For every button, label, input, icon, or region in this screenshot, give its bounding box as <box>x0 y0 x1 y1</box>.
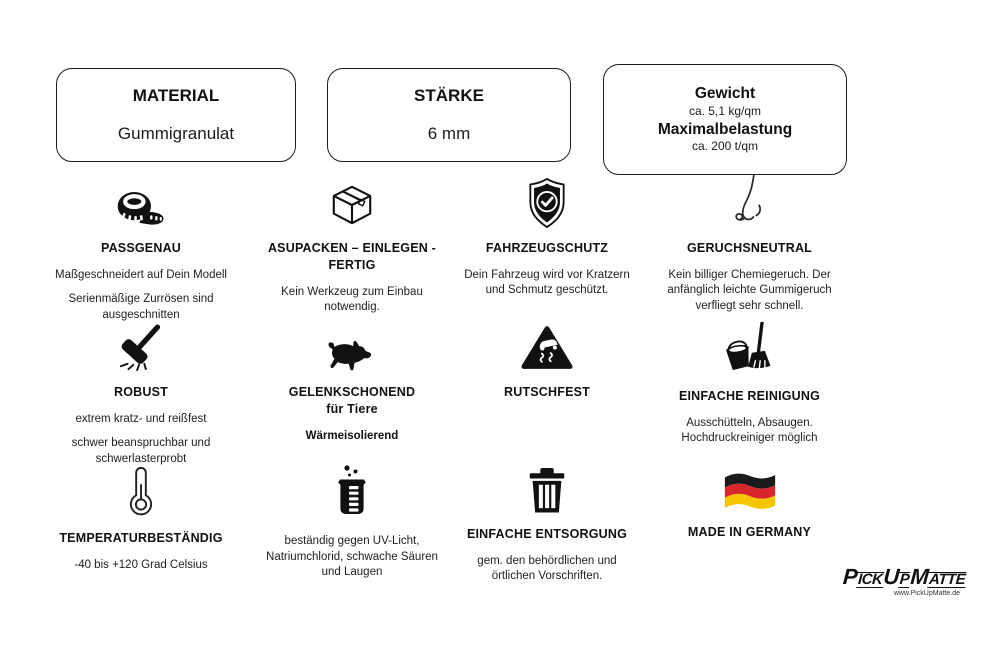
feature-heading: GELENKSCHONEND <box>288 385 416 399</box>
trash-can-icon <box>525 462 569 514</box>
feature-text: -40 bis +120 Grad Celsius <box>74 558 208 571</box>
spec-value: Gummigranulat <box>117 123 235 143</box>
feature-passgenau <box>30 176 252 323</box>
feature-gelenkschonend <box>252 322 452 444</box>
feature-heading: PASSGENAU <box>100 241 182 255</box>
feature-heading: GERUCHSNEUTRAL <box>686 241 813 255</box>
brand-logo <box>843 566 966 597</box>
dog-icon <box>325 322 379 372</box>
feature-made-in-germany <box>642 462 857 541</box>
spec-value: 6 mm <box>427 123 471 143</box>
feature-text: Maßgeschneidert auf Dein Modell <box>55 268 227 281</box>
feature-text: Serienmäßige Zurrösen sind ausgeschnitten <box>68 293 214 321</box>
feature-text: Dein Fahrzeug wird vor Kratzern und Schmutz geschützt. <box>464 268 630 297</box>
brand-website: www.PickUpMatte.de <box>893 590 960 597</box>
feature-text: beständig gegen UV-Licht, Natriumchlorid, schwache Säuren und Laugen <box>266 535 438 579</box>
spec-title: Gewicht <box>694 84 756 102</box>
feature-text: Kein Werkzeug zum Einbau notwendig. <box>281 285 423 314</box>
spec-title: Maximalbelastung <box>657 120 793 138</box>
spec-title: STÄRKE <box>414 86 484 106</box>
bucket-broom-icon <box>723 322 777 376</box>
feature-heading: TEMPERATURBESTÄNDIG <box>59 531 223 545</box>
feature-temperatur <box>30 462 252 573</box>
spec-box-staerke <box>327 68 571 162</box>
brand-logo-text: PICKUPMATTE <box>841 564 966 589</box>
feature-heading: FAHRZEUGSCHUTZ <box>485 241 609 255</box>
feature-heading: MADE IN GERMANY <box>687 525 812 539</box>
feature-text: Wärmeisolierend <box>305 429 399 442</box>
feature-text: gem. den behördlichen und örtlichen Vorschriften. <box>477 554 617 583</box>
feature-rutschfest <box>447 322 647 401</box>
feature-auspacken <box>252 176 452 316</box>
hammer-icon <box>115 322 167 372</box>
feature-heading: EINFACHE REINIGUNG <box>678 389 821 403</box>
spec-subvalue: ca. 5,1 kg/qm <box>688 103 762 118</box>
thermometer-icon <box>124 462 158 518</box>
feature-heading: ASUPACKEN – EINLEGEN - FERTIG <box>267 241 437 272</box>
spec-subvalue: ca. 200 t/qm <box>691 139 759 154</box>
feature-subheading: für Tiere <box>326 401 378 416</box>
feature-robust <box>30 322 252 467</box>
spec-box-material <box>56 68 296 162</box>
spec-title: MATERIAL <box>132 86 220 106</box>
feature-entsorgung <box>447 462 647 585</box>
feature-geruchsneutral <box>642 170 857 314</box>
package-box-icon <box>329 176 375 228</box>
spec-box-gewicht <box>603 64 847 175</box>
shield-check-icon <box>524 176 570 228</box>
feature-heading: RUTSCHFEST <box>503 385 591 399</box>
feature-text: Ausschütteln, Absaugen. Hochdruckreiniger möglich <box>681 416 818 445</box>
feature-reinigung <box>642 322 857 447</box>
nose-icon <box>730 170 770 228</box>
slippery-road-icon <box>521 322 573 372</box>
feature-heading: ROBUST <box>114 385 168 399</box>
feature-text: Kein billiger Chemiegeruch. Der anfänglich leichte Gummigeruch verfliegt sehr schnell. <box>667 268 832 312</box>
feature-fahrzeugschutz <box>447 176 647 299</box>
beaker-icon <box>330 462 374 518</box>
feature-heading: EINFACHE ENTSORGUNG <box>466 527 628 541</box>
feature-chemikalien <box>252 462 452 581</box>
tape-measure-icon <box>116 176 166 228</box>
feature-text: schwer beanspruchbar und schwerlasterprobt <box>71 437 211 465</box>
german-flag-icon <box>721 462 779 512</box>
feature-text: extrem kratz- und reißfest <box>75 412 207 425</box>
